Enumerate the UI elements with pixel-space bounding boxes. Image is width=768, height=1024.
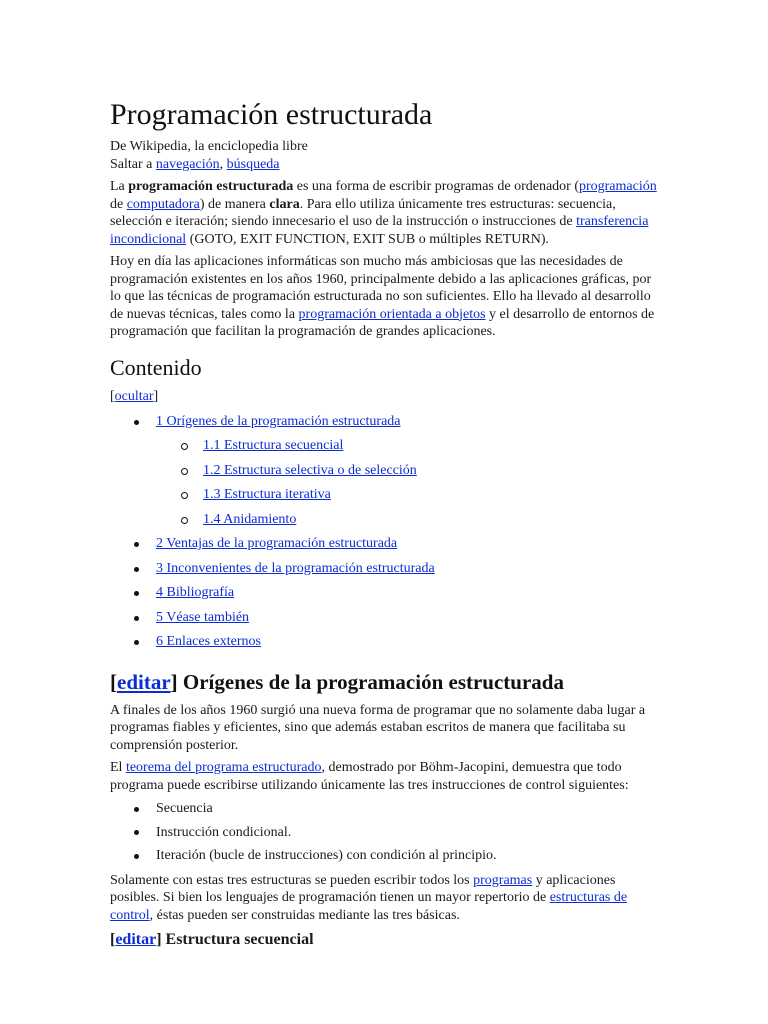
toc-link-4[interactable]: 4 Bibliografía <box>156 585 235 600</box>
intro-text: . Para ello utiliza únicamente tres estructuras: secuencia, selección e iteración; siendo innecesario el uso de la instrucción o instrucciones de <box>110 196 616 229</box>
toc-item <box>110 557 665 582</box>
toc-link-1-4[interactable]: 1.4 Anidamiento <box>203 511 297 527</box>
edit-bracket-close: ] <box>170 669 178 694</box>
toc-item <box>110 410 665 533</box>
intro-text: de <box>110 196 127 212</box>
toc-hide-link[interactable]: ocultar <box>114 388 154 404</box>
toc-link-2[interactable]: 2 Ventajas de la programación estructurada <box>156 536 398 551</box>
section1-paragraph-3 <box>110 872 665 925</box>
list-item: Instrucción condicional. <box>110 821 665 845</box>
intro-text: es una forma de escribir programas de ordenador ( <box>293 179 579 194</box>
toc-link-1-2[interactable]: 1.2 Estructura selectiva o de selección <box>203 462 417 478</box>
table-of-contents <box>110 410 665 655</box>
edit-bracket-open: [ <box>110 931 116 948</box>
toc-subitem <box>110 483 665 508</box>
link-transferencia-incondicional[interactable]: transferencia incondicional <box>110 214 649 247</box>
link-programacion[interactable]: programación <box>578 179 657 194</box>
toc-toggle <box>110 387 665 407</box>
section-text: y aplicaciones posibles. Si bien los lenguajes de programación tienen un mayor repertorio de <box>110 872 616 905</box>
section1-paragraph-1: A finales de los años 1960 surgió una nueva forma de programar que no solamente daba lugar a programas fiables y eficientes, sino que además estaban escritos de manera que facilitaba su comprensión posterior. <box>110 702 646 753</box>
toc-subitem <box>110 459 665 484</box>
link-teorema[interactable]: teorema del programa estructurado <box>125 760 322 775</box>
section-title: Orígenes de la programación estructurada <box>177 669 564 694</box>
section-text: El <box>110 760 126 775</box>
section-text: , demostrado por Böhm-Jacopini, demuestra que todo programa puede escribirse utilizando únicamente las tres instrucciones de control siguientes: <box>110 760 629 793</box>
intro-text: Hoy en día las aplicaciones informáticas son mucho más ambiciosas que las necesidades de programación existentes en los años 1960, principalmente debido a las aplicaciones gráficas, por lo que las técnicas de programación estructurada no son suficientes. Ello ha llevado al desarrollo de nuevas técnicas, tales como la <box>110 254 652 322</box>
intro-paragraph-2 <box>110 253 665 341</box>
article-content <box>110 96 665 950</box>
toc-item <box>110 532 665 557</box>
edit-bracket-close: ] <box>156 931 162 948</box>
edit-bracket-open: [ <box>110 669 117 694</box>
link-computadora[interactable]: computadora <box>126 196 200 212</box>
toc-bracket-close: ] <box>153 388 159 404</box>
jump-links <box>110 156 665 174</box>
toc-bracket-open: [ <box>110 388 115 404</box>
section-heading-origenes <box>110 668 665 696</box>
section1-paragraph-2 <box>110 759 665 794</box>
list-item: Secuencia <box>110 797 665 821</box>
toc-link-1-3[interactable]: 1.3 Estructura iterativa <box>203 487 331 502</box>
toc-sublist <box>156 434 665 532</box>
section-heading-secuencial <box>110 930 665 950</box>
intro-text: ) de manera <box>199 196 270 212</box>
intro-paragraph-1 <box>110 178 665 248</box>
intro-text: La <box>110 179 129 194</box>
edit-section-1-1-link[interactable]: editar <box>115 931 157 948</box>
intro-text: (GOTO, EXIT FUNCTION, EXIT SUB o múltiples RETURN). <box>186 231 550 247</box>
jump-search-link[interactable]: búsqueda <box>226 156 280 172</box>
list-item: Iteración (bucle de instrucciones) con condición al principio. <box>110 844 665 868</box>
section-text: , éstas pueden ser construidas mediante las tres básicas. <box>149 907 460 923</box>
section-title: Estructura secuencial <box>161 931 314 948</box>
link-programas[interactable]: programas <box>473 872 533 888</box>
site-tagline: De Wikipedia, la enciclopedia libre <box>110 139 308 154</box>
intro-bold-clara: clara <box>269 196 300 212</box>
intro-text: y el desarrollo de entornos de programación que facilitan la programación de grandes aplicaciones. <box>110 306 655 339</box>
section-text: Solamente con estas tres estructuras se pueden escribir todos los <box>110 872 474 888</box>
toc-link-3[interactable]: 3 Inconvenientes de la programación estructurada <box>156 560 435 576</box>
toc-link-1[interactable]: 1 Orígenes de la programación estructurada <box>156 413 401 429</box>
toc-item <box>110 581 665 606</box>
toc-link-5[interactable]: 5 Véase también <box>156 609 250 625</box>
link-poo[interactable]: programación orientada a objetos <box>298 306 486 322</box>
control-structures-list <box>110 797 665 868</box>
link-estructuras-de-control[interactable]: estructuras de control <box>110 890 628 923</box>
edit-section-1-link[interactable]: editar <box>117 669 171 694</box>
toc-item <box>110 606 665 631</box>
page-title: Programación estructurada <box>110 98 433 131</box>
toc-subitem <box>110 434 665 459</box>
jump-navigation-link[interactable]: navegación <box>155 156 220 172</box>
toc-link-1-1[interactable]: 1.1 Estructura secuencial <box>203 438 344 453</box>
toc-link-6[interactable]: 6 Enlaces externos <box>156 634 261 649</box>
intro-bold-term: programación estructurada <box>128 179 294 194</box>
jump-separator: , <box>219 156 227 172</box>
toc-item <box>110 630 665 655</box>
jump-prefix: Saltar a <box>110 156 156 172</box>
toc-title: Contenido <box>110 354 202 380</box>
toc-subitem <box>110 508 665 533</box>
